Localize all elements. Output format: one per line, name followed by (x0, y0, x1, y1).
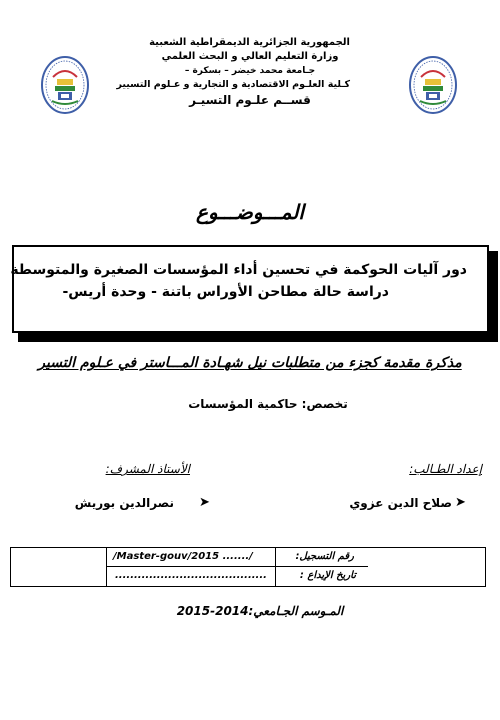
registration-number-label-cell (276, 548, 368, 567)
deposit-date-label: تاريخ الإيداع : (299, 570, 356, 581)
supervisor-name: نصرالدين بوريش (74, 496, 174, 510)
prepared-by-label: إعداد الطـالب: (409, 462, 482, 476)
academic-season: المـوسم الجـامعي:2014-2015 (176, 604, 344, 618)
supervisor-label: الأستاذ المشرف: (105, 462, 190, 476)
section-title: المـــوضـــوع (196, 200, 304, 224)
university-name: جـامعة محمد خيضر – بسكرة – (184, 66, 316, 76)
republic-name: الجمهورية الجزائرية الديمقراطية الشعبية (149, 37, 350, 48)
registration-labels-column (276, 548, 368, 586)
student-bullet-icon: ➤ (455, 495, 466, 510)
department-name: قســم علـوم التسيـر (189, 93, 311, 107)
registration-number-label: رقم التسجيل: (295, 551, 354, 562)
registration-number-row (107, 548, 275, 567)
registration-number-value: /Master-gouv/2015 ......./ (113, 551, 253, 562)
faculty-name: كـلية العلـوم الاقتصادية و التجارية و عـلوم التسيير (116, 79, 350, 90)
student-name: صلاح الدين عزوي (349, 496, 452, 510)
deposit-date-value: ........................................ (115, 570, 267, 581)
registration-table (10, 547, 486, 587)
ministry-name: وزارة التعليم العالي و البحث العلمي (161, 51, 339, 62)
deposit-date-row (107, 567, 275, 586)
thesis-title-line2: دراسة حالة مطاحن الأوراس باتنة - وحدة أريس- (62, 284, 389, 300)
registration-values-column (106, 548, 276, 586)
thesis-title-box (12, 245, 489, 333)
specialty: تخصص: حاكمية المؤسسات (188, 397, 348, 411)
deposit-date-label-cell (276, 567, 368, 586)
thesis-title-line1: دور آليات الحوكمة في تحسين أداء المؤسسات الصغيرة والمتوسطة (10, 262, 467, 278)
university-logo-right (408, 55, 458, 115)
supervisor-bullet-icon: ➤ (199, 495, 210, 510)
memo-statement: مذكرة مقدمة كجزء من متطلبات نيل شهـادة المـــاستر في عـلوم التسير (38, 355, 462, 371)
university-logo-left (40, 55, 90, 115)
